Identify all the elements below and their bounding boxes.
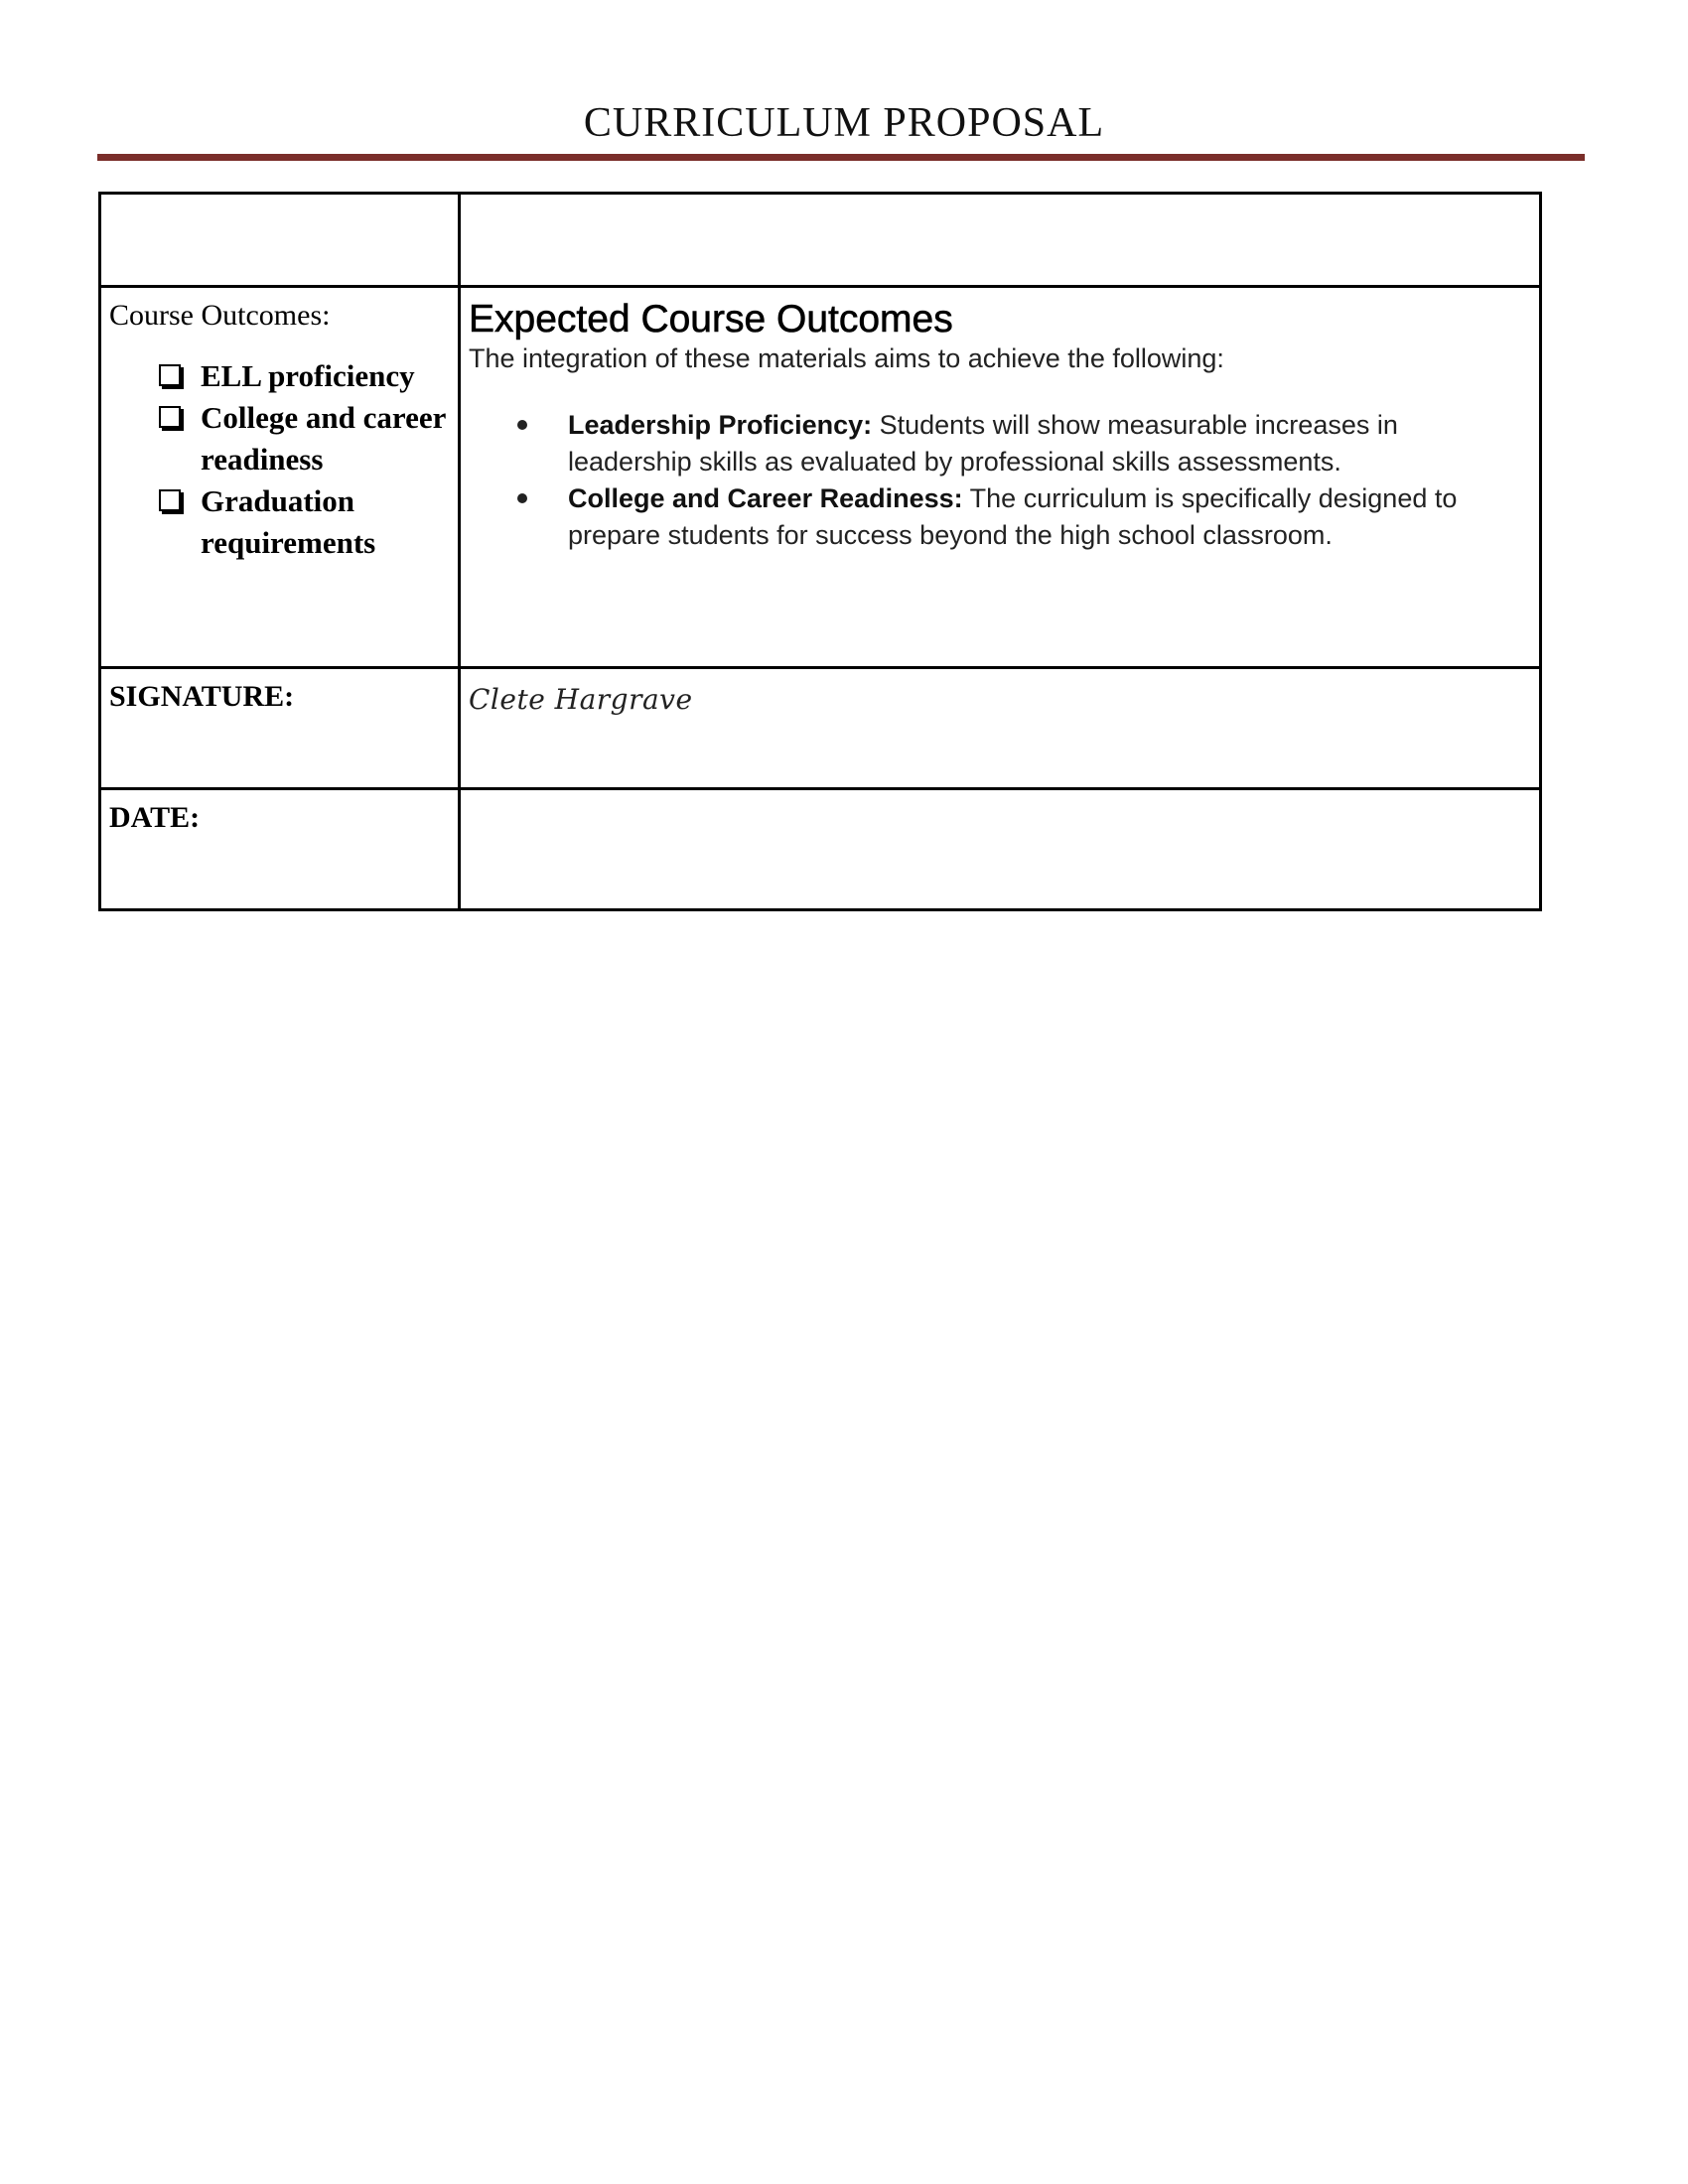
- bullet-item: [469, 407, 1499, 480]
- bullet-text: The curriculum is specifically designed to prepare students for success beyond the high school classroom.: [568, 483, 1458, 550]
- signature-value: Clete Hargrave: [469, 683, 693, 716]
- date-label: DATE:: [109, 801, 201, 834]
- bullet-text: Students will show measurable increases in leadership skills as evaluated by professional skills assessments.: [568, 410, 1398, 477]
- outcomes-checklist: [101, 355, 458, 564]
- checkbox-icon[interactable]: [159, 364, 181, 386]
- signature-row: [100, 668, 1541, 789]
- bullet-item: [469, 480, 1499, 554]
- outcomes-intro: The integration of these materials aims to achieve the following:: [469, 343, 1224, 373]
- checklist-item[interactable]: [159, 480, 458, 564]
- checklist-item-label: ELL proficiency: [201, 358, 415, 393]
- bullet-icon: [517, 493, 527, 503]
- signature-label: SIGNATURE:: [109, 680, 295, 713]
- date-label-cell: [100, 789, 460, 910]
- outcomes-value-cell: [460, 287, 1541, 668]
- proposal-table: [98, 192, 1542, 911]
- checklist-item[interactable]: [159, 397, 458, 480]
- outcomes-heading: Expected Course Outcomes: [469, 298, 953, 341]
- outcomes-bullet-list: [469, 407, 1539, 554]
- checklist-item-label: College and career readiness: [201, 400, 446, 477]
- document-title: CURRICULUM PROPOSAL: [583, 100, 1105, 146]
- empty-row: [100, 194, 1541, 287]
- outcomes-label: Course Outcomes:: [109, 299, 331, 332]
- bullet-lead: College and Career Readiness:: [568, 483, 963, 513]
- checkbox-icon[interactable]: [159, 489, 181, 511]
- date-row: [100, 789, 1541, 910]
- date-value: [461, 790, 1539, 800]
- checkbox-icon[interactable]: [159, 406, 181, 428]
- checklist-item-label: Graduation requirements: [201, 483, 376, 560]
- outcomes-label-cell: [100, 287, 460, 668]
- signature-label-cell: [100, 668, 460, 789]
- empty-value-cell: [460, 194, 1541, 287]
- checklist-item[interactable]: [159, 355, 458, 397]
- signature-value-cell[interactable]: [460, 668, 1541, 789]
- date-value-cell[interactable]: [460, 789, 1541, 910]
- title-underline-rule: [97, 154, 1585, 161]
- bullet-icon: [517, 420, 527, 430]
- outcomes-row: [100, 287, 1541, 668]
- bullet-lead: Leadership Proficiency:: [568, 410, 873, 440]
- empty-label-cell: [100, 194, 460, 287]
